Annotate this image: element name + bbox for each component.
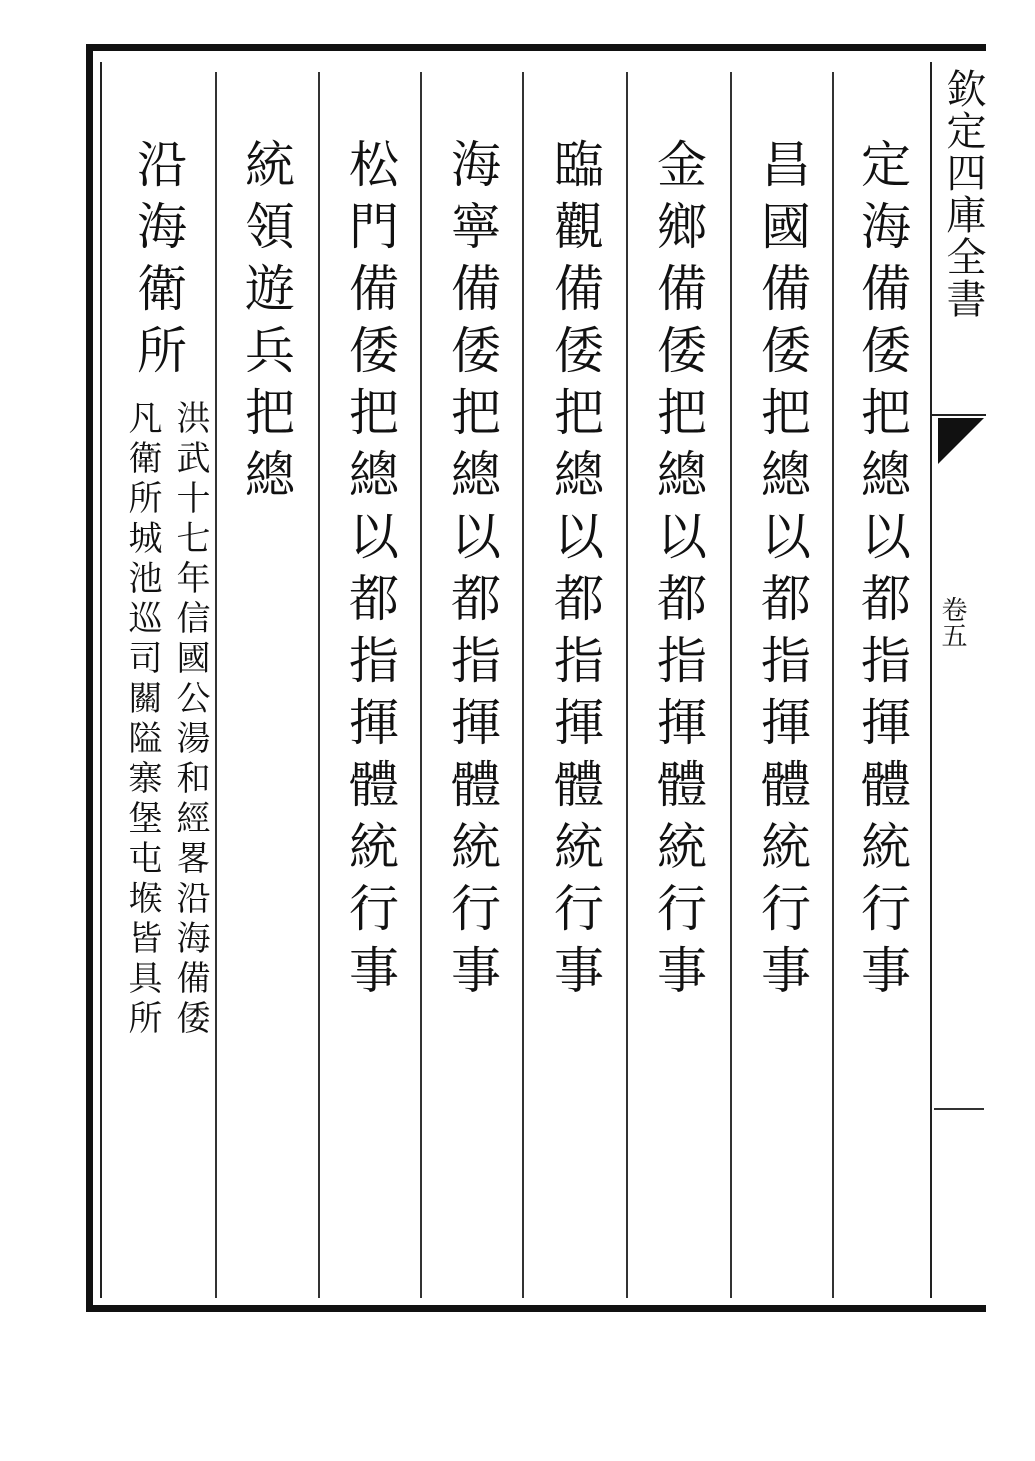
note-right-line: 洪武十七年信國公湯和經畧沿海備倭	[170, 400, 210, 1040]
text-column-3: 金鄉備倭把總以都指揮體統行事	[649, 138, 707, 1006]
column-rule	[318, 72, 320, 1298]
column-rule	[730, 72, 732, 1298]
text-column-2: 昌國備倭把總以都指揮體統行事	[753, 138, 811, 1006]
book-title: 欽定四庫全書	[940, 68, 986, 320]
text-column-1: 定海備倭把總以都指揮體統行事	[853, 138, 911, 1006]
title-underline	[930, 414, 986, 416]
text-column-4: 臨觀備倭把總以都指揮體統行事	[546, 138, 604, 1006]
frame-inner-line	[100, 62, 102, 1298]
margin-tick	[934, 1108, 984, 1110]
note-left-line: 凡衛所城池巡司關隘寨堡屯堠皆具所	[122, 400, 162, 1040]
text-column-7: 統領遊兵把總	[237, 138, 295, 510]
page-frame	[86, 44, 986, 1312]
column-rule	[420, 72, 422, 1298]
column-rule	[215, 72, 217, 1298]
section-heading: 沿海衛所	[129, 138, 187, 386]
text-column-6: 松門備倭把總以都指揮體統行事	[341, 138, 399, 1006]
juan-number: 卷五	[937, 596, 967, 648]
column-rule	[832, 72, 834, 1298]
column-rule	[626, 72, 628, 1298]
text-column-5: 海寧備倭把總以都指揮體統行事	[443, 138, 501, 1006]
margin-rule	[930, 62, 932, 1298]
column-rule	[522, 72, 524, 1298]
fish-tail-mark	[938, 418, 984, 464]
